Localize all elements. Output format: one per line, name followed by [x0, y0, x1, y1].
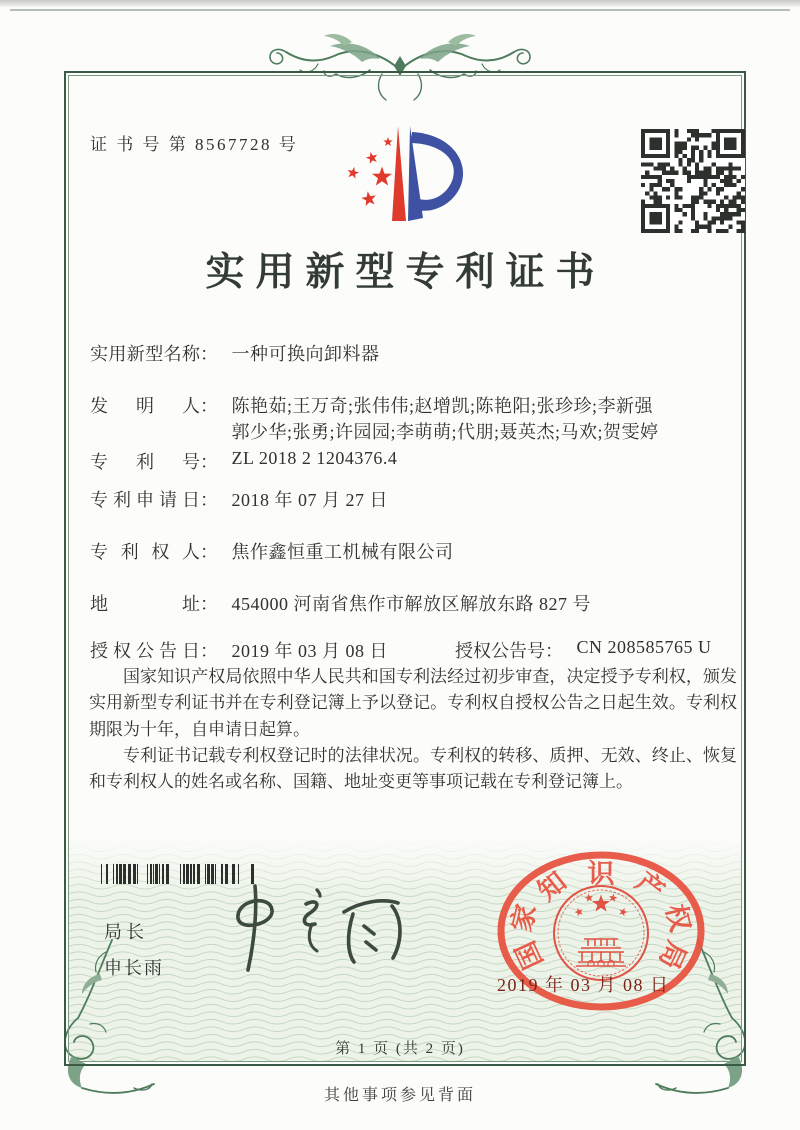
field-label: 专利申请日	[90, 490, 200, 510]
field-row-address	[90, 590, 738, 616]
field-row-name	[90, 340, 738, 366]
legal-text	[89, 664, 737, 795]
field-row-patent-no	[90, 448, 738, 474]
field-value: ZL 2018 2 1204376.4	[231, 448, 398, 468]
field-row-grant	[90, 637, 738, 663]
field-row-filing-date	[90, 486, 738, 512]
outer-border-line	[10, 9, 790, 11]
field-colon: ：	[200, 542, 218, 562]
field-value	[232, 392, 659, 444]
director-name: 申长雨	[104, 958, 164, 978]
field-colon: ：	[200, 641, 218, 661]
field-label: 专利号	[90, 452, 200, 472]
cnipa-patent-logo-icon	[332, 120, 472, 255]
legal-paragraph-1: 国家知识产权局依照中华人民共和国专利法经过初步审查，决定授予专利权，颁发实用新型专利证书并在专利登记簿上予以登记。专利权自授权公告之日起生效。专利权期限为十年，自申请日起算。	[89, 667, 737, 739]
qr-code-icon	[641, 129, 745, 233]
field-colon: ：	[200, 344, 218, 364]
certificate-title: 实用新型专利证书	[205, 251, 606, 294]
inventors-line-1: 陈艳茹;王万奇;张伟伟;赵增凯;陈艳阳;张珍珍;李新强	[231, 396, 654, 416]
director-title: 局长	[104, 922, 148, 942]
field-value: 一种可换向卸料器	[231, 344, 380, 364]
field-colon: ：	[200, 396, 218, 416]
field-label: 授权公告日	[90, 641, 200, 661]
field-label: 专利权人	[90, 542, 200, 562]
field-label: 实用新型名称	[90, 344, 200, 364]
field-value: 2018 年 07 月 27 日	[231, 490, 388, 510]
svg-text:识: 识	[587, 859, 615, 889]
svg-text:权: 权	[660, 901, 696, 935]
field-colon: ：	[200, 594, 218, 614]
svg-text:家: 家	[506, 901, 542, 935]
field-row-inventors	[90, 392, 738, 444]
svg-text:国: 国	[510, 936, 549, 974]
field-colon: ：	[200, 490, 218, 510]
legal-paragraph-2: 专利证书记载专利权登记时的法律状况。专利权的转移、质押、无效、终止、恢复和专利权人的姓名或名称、国籍、地址变更等事项记载在专利登记簿上。	[89, 745, 737, 792]
field-colon: ：	[200, 452, 218, 472]
inventors-line-2: 郭少华;张勇;许园园;李萌萌;代朋;聂英杰;马欢;贺雯婷	[231, 422, 659, 442]
national-emblem-icon	[554, 886, 648, 980]
field-colon: ：	[545, 641, 563, 661]
page-number: 第 1 页 (共 2 页)	[335, 1041, 465, 1057]
scan-edge	[0, 0, 800, 7]
seal-date: 2019 年 03 月 08 日	[497, 975, 670, 995]
field-label: 地址	[90, 594, 200, 614]
field-value: 焦作鑫恒重工机械有限公司	[231, 542, 454, 562]
svg-text:知: 知	[532, 866, 572, 907]
svg-text:局: 局	[653, 936, 692, 974]
back-side-note: 其他事项参见背面	[323, 1087, 476, 1104]
field-value: 2019 年 03 月 08 日	[231, 641, 388, 661]
svg-text:产: 产	[630, 866, 670, 907]
field-pair-grant-no	[455, 637, 712, 663]
field-row-patentee	[90, 538, 738, 564]
field-label: 发明人	[90, 396, 200, 416]
field-label: 授权公告号	[455, 641, 545, 661]
certificate-number: 证 书 号 第 8567728 号	[90, 135, 299, 154]
director-signature-icon	[222, 878, 422, 980]
field-value: CN 208585765 U	[576, 637, 712, 657]
field-value: 454000 河南省焦作市解放区解放东路 827 号	[231, 594, 591, 614]
